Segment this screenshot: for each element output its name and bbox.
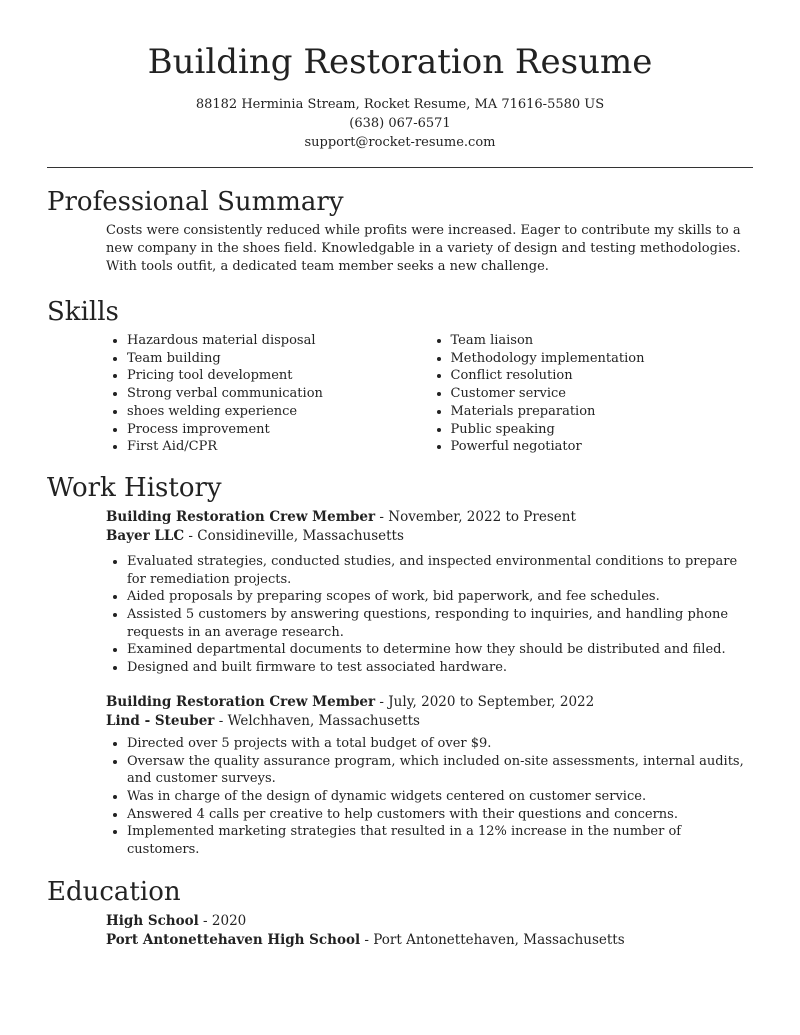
education-heading: Education: [47, 876, 181, 907]
job-bullet: • Oversaw the quality assurance program, which included on-site assessments, internal audits, and customer surveys.: [127, 753, 753, 788]
skills-heading: Skills: [47, 297, 119, 327]
job-entry: [106, 508, 753, 677]
skill-item: • Team liaison: [451, 332, 754, 350]
job-bullet: • Answered 4 calls per creative to help customers with their questions and concerns.: [127, 806, 753, 824]
job-role-line: [106, 508, 753, 527]
summary-text: Costs were consistently reduced while profits were increased. Eager to contribute my skills to a new company in the shoes field. Knowledgable in a variety of design and testing methodologies. With tools outfit, a dedicated team member seeks a new challenge.: [106, 223, 741, 274]
skill-item: • Powerful negotiator: [451, 438, 754, 456]
education-school: Port Antonettehaven High School: [106, 931, 361, 948]
skill-item: • Public speaking: [451, 421, 754, 439]
skill-item: • Team building: [127, 350, 430, 368]
contact-phone: (638) 067-6571: [349, 116, 451, 131]
education-degree-line: [106, 912, 753, 931]
contact-address: 88182 Herminia Stream, Rocket Resume, MA 71616-5580 US: [195, 97, 605, 112]
job-bullet: • Evaluated strategies, conducted studies, and inspected environmental conditions to prepare for remediation projects.: [127, 553, 753, 588]
skill-item: • Conflict resolution: [451, 367, 754, 385]
job-bullets: [106, 735, 753, 859]
skill-item: • Hazardous material disposal: [127, 332, 430, 350]
job-bullet: • Assisted 5 customers by answering questions, responding to inquiries, and handling phone requests in an average research.: [127, 606, 753, 641]
skill-item: • shoes welding experience: [127, 403, 430, 421]
job-bullets: [106, 553, 753, 677]
job-entry: [106, 693, 753, 859]
job-bullet: • Aided proposals by preparing scopes of work, bid paperwork, and fee schedules.: [127, 588, 753, 606]
education-location: - Port Antonettehaven, Massachusetts: [360, 931, 625, 948]
skills-column-left: [106, 332, 430, 456]
education-year: - 2020: [198, 912, 247, 929]
job-role: Building Restoration Crew Member: [106, 508, 376, 525]
job-location: - Considineville, Massachusetts: [184, 527, 404, 544]
job-role-line: [106, 693, 753, 712]
job-location: - Welchhaven, Massachusetts: [214, 712, 420, 729]
contact-email: support@rocket-resume.com: [304, 135, 496, 150]
contact-block: [47, 95, 753, 152]
skill-item: • Customer service: [451, 385, 754, 403]
skill-item: • Process improvement: [127, 421, 430, 439]
skill-item: • Pricing tool development: [127, 367, 430, 385]
job-company-line: [106, 712, 753, 731]
job-company: Lind - Steuber: [106, 712, 215, 729]
job-dates: - July, 2020 to September, 2022: [375, 693, 595, 710]
job-bullet: • Examined departmental documents to determine how they should be distributed and filed.: [127, 641, 753, 659]
job-company-line: [106, 527, 753, 546]
skills-column-right: [430, 332, 754, 456]
education-degree: High School: [106, 912, 199, 929]
skill-item: • Methodology implementation: [451, 350, 754, 368]
job-dates: - November, 2022 to Present: [375, 508, 576, 525]
resume-title: Building Restoration Resume: [147, 42, 653, 82]
summary-heading: Professional Summary: [47, 187, 344, 217]
job-company: Bayer LLC: [106, 527, 185, 544]
job-bullet: • Designed and built firmware to test associated hardware.: [127, 659, 753, 677]
skill-item: • Strong verbal communication: [127, 385, 430, 403]
header-divider: [47, 167, 753, 168]
skill-item: • First Aid/CPR: [127, 438, 430, 456]
job-bullet: • Was in charge of the design of dynamic widgets centered on customer service.: [127, 788, 753, 806]
work-history-heading: Work History: [47, 472, 222, 503]
education-school-line: [106, 931, 753, 950]
skills-list: [106, 332, 753, 456]
job-bullet: • Implemented marketing strategies that resulted in a 12% increase in the number of customers.: [127, 823, 753, 858]
job-role: Building Restoration Crew Member: [106, 693, 376, 710]
job-bullet: • Directed over 5 projects with a total budget of over $9.: [127, 735, 753, 753]
skill-item: • Materials preparation: [451, 403, 754, 421]
education-entry: [106, 912, 753, 950]
